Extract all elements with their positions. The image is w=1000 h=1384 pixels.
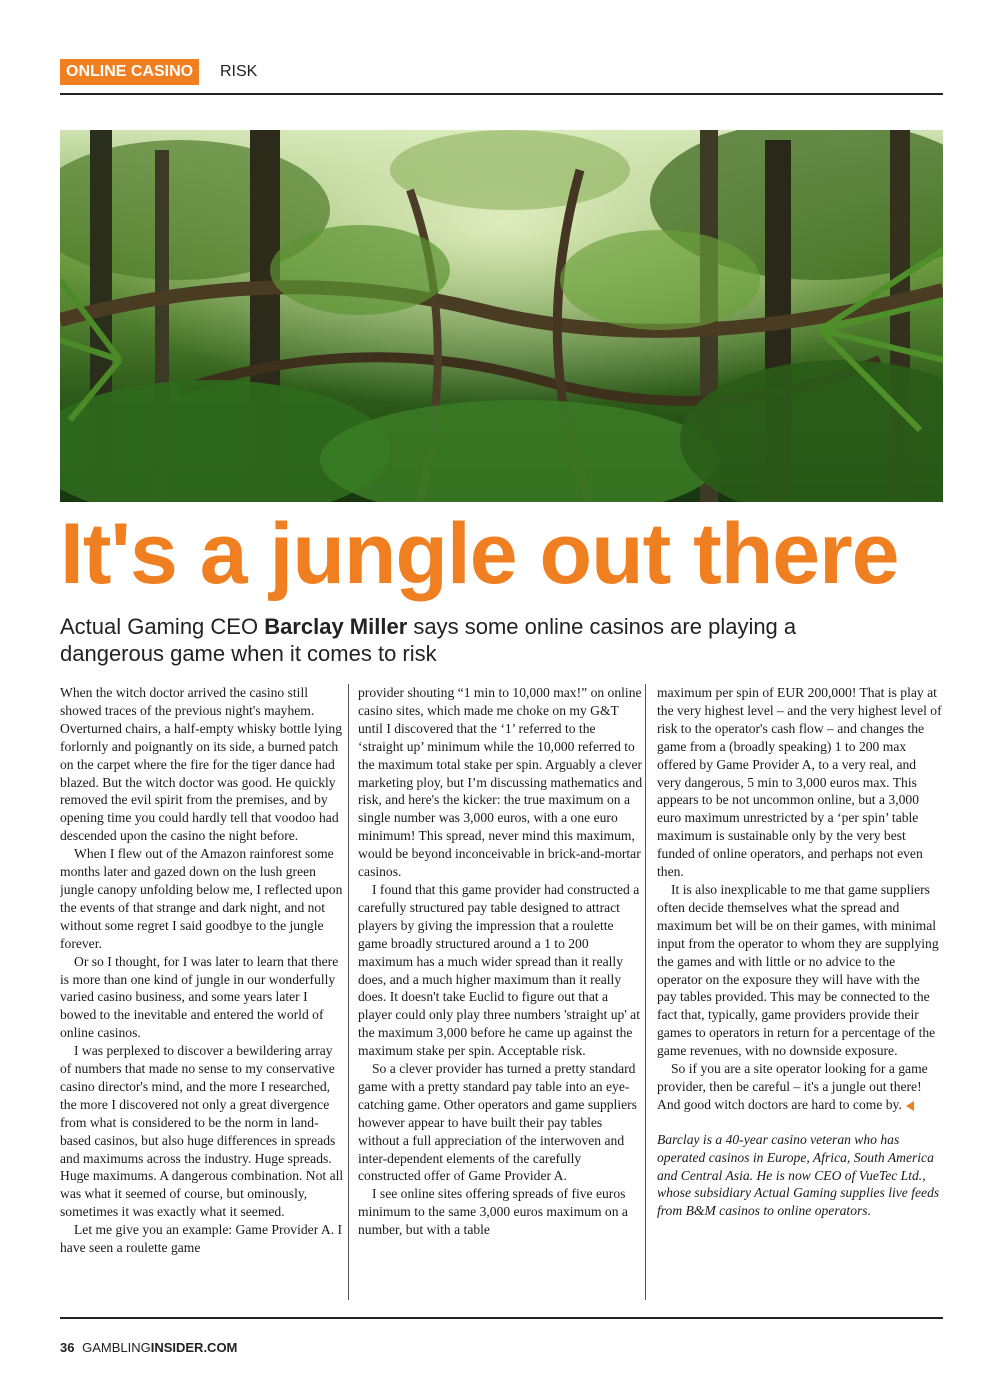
article-headline: It's a jungle out there (60, 506, 899, 602)
section-subtitle: RISK (220, 63, 258, 80)
end-of-article-icon (906, 1101, 914, 1111)
author-bio: Barclay is a 40-year casino veteran who has operated casinos in Europe, Africa, South America and Central Asia. He is now CEO of VueTec Ltd., whose subsidiary Actual Gaming supplies live feeds from B&M casinos to online operators. (657, 1131, 940, 1219)
paragraph: Let me give you an example: Game Provider A. I have seen a roulette game (60, 1222, 343, 1256)
paragraph: I found that this game provider had constructed a carefully structured pay table designed to attract players by giving the impression that a roulette game broadly structured around a 1 to 200 maximum has a much wider spread than it really does, and a much higher maximum than it really does. It doesn't take Euclid to figure out that a player could only play three numbers 'straight up' at the maximum 3,000 before he came up against the maximum stake per spin. Acceptable risk. (358, 881, 640, 1059)
paragraph: I see online sites offering spreads of five euros minimum to the same 3,000 euros maximum on a number, but with a table (358, 1186, 628, 1238)
column-divider (348, 684, 349, 1300)
site-name-prefix: GAMBLING (82, 1340, 151, 1355)
paragraph: Or so I thought, for I was later to learn that there is more than one kind of jungle in our wonderfully varied casino business, and some years later I bowed to the inevitable and entered the world of online casinos. (60, 953, 339, 1041)
paragraph: It is also inexplicable to me that game suppliers often decide themselves what the spread and maximum bet will be on their games, with minimal input from the operator to whom they are supplying the games and with little or no advice to the operator on the exposure they will have with the pay tables provided. This may be connected to the fact that, typically, game providers provide their games to operators in return for a percentage of the game revenues, with no downside exposure. (657, 881, 939, 1059)
article-column-2 (358, 684, 643, 1304)
section-tag: ONLINE CASINO (60, 59, 199, 85)
site-name-suffix: INSIDER.COM (150, 1340, 238, 1355)
paragraph: When the witch doctor arrived the casino still showed traces of the previous night's mayhem. Overturned chairs, a half-empty whisky bottle lying forlornly and poignantly on its side, a burned patch on the carpet where the fire for the tiger dance had blazed. But the witch doctor was good. He quickly removed the evil spirit from the premises, and by opening time you could hardly tell that voodoo had descended upon the casino the night before. (60, 685, 342, 844)
page-footer (60, 1339, 237, 1357)
header-divider (60, 93, 943, 95)
author-name: Barclay Miller (264, 614, 408, 639)
article-column-3 (657, 684, 942, 1304)
jungle-illustration (60, 130, 943, 502)
page-header (60, 59, 943, 96)
paragraph: When I flew out of the Amazon rainforest some months later and gazed down on the lush green jungle canopy unfolding below me, I reflected upon the events of that strange and dark night, and not without some regret I said goodbye to the jungle forever. (60, 846, 343, 951)
page-number: 36 (60, 1340, 75, 1355)
footer-divider (60, 1317, 943, 1319)
jungle-photo (60, 130, 943, 502)
paragraph: So a clever provider has turned a pretty standard game with a pretty standard pay table into an eye-catching game. Other operators and game suppliers however appear to have built their pay tables without a full appreciation of the interwoven and inter-dependent elements of the carefully constructed offer of Game Provider A. (358, 1061, 637, 1184)
paragraph-text: So if you are a site operator looking for a game provider, then be careful – it's a jungle out there! And good witch doctors are hard to come by. (657, 1061, 928, 1112)
article-standfirst (60, 613, 820, 667)
paragraph: provider shouting “1 min to 10,000 max!” on online casino sites, which made me choke on my G&T until I discovered that the ‘1’ referred to the ‘straight up’ minimum while the 10,000 referred to the maximum total stake per spin. Arguably a clever marketing ploy, but I’m discussing mathematics and risk, and here's the kicker: the true maximum on a single number was 3,000 euros, with a one euro minimum! This spread, never mind this maximum, would be beyond inconceivable in brick-and-mortar casinos. (358, 685, 643, 880)
standfirst-rest: says some online casinos are playing a dangerous game when it comes to risk (60, 614, 797, 666)
article-column-1 (60, 684, 345, 1304)
paragraph-final (657, 1060, 942, 1114)
column-divider (645, 684, 646, 1300)
paragraph: maximum per spin of EUR 200,000! That is play at the very highest level – and the very highest level of risk to the operator's cash flow – and changes the game from a (broadly speaking) 1 to 200 max offered by Game Provider A, to a very real, and very dangerous, 5 min to 3,000 euros max. This appears to be not uncommon online, but a 3,000 euro maximum unrestricted by a ‘per spin’ table maximum is sustainable only by the very best funded of online operators, and perhaps not even then. (657, 685, 942, 880)
paragraph: I was perplexed to discover a bewildering array of numbers that made no sense to my conservative casino director's mind, and the more I researched, the more I discovered not only a great divergence from what is considered to be the norm in land-based casinos, but also huge differences in spreads and maximums across the industry. Huge spreads. Huge maximums. A dangerous combination. Not all was what it seemed of course, but ominously, sometimes it was exactly what it seemed. (60, 1043, 344, 1220)
standfirst-lead: Actual Gaming CEO (60, 614, 265, 639)
